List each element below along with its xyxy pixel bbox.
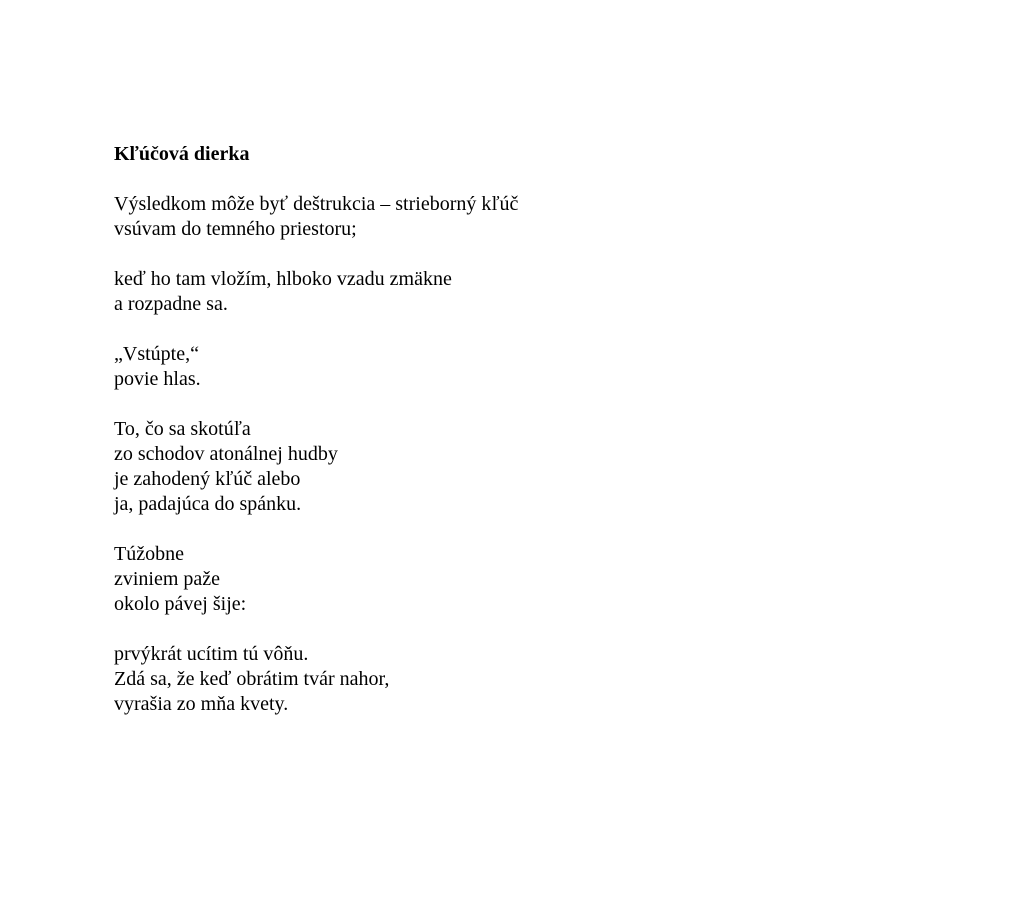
poem-line: je zahodený kľúč alebo bbox=[114, 468, 301, 490]
poem-line: vyrašia zo mňa kvety. bbox=[114, 693, 289, 715]
stanza bbox=[114, 542, 974, 617]
poem-line: vsúvam do temného priestoru; bbox=[114, 218, 357, 240]
poem-line: zviniem paže bbox=[114, 568, 221, 590]
poem-line: To, čo sa skotúľa bbox=[114, 418, 251, 440]
stanza bbox=[114, 417, 974, 517]
poem-line: okolo pávej šije: bbox=[114, 593, 247, 615]
poem-line: ja, padajúca do spánku. bbox=[114, 493, 302, 515]
poem-title: Kľúčová dierka bbox=[114, 143, 250, 165]
stanza bbox=[114, 642, 974, 717]
poem-line: prvýkrát ucítim tú vôňu. bbox=[114, 643, 309, 665]
poem-line: povie hlas. bbox=[114, 368, 201, 390]
stanza bbox=[114, 192, 974, 242]
stanza bbox=[114, 342, 974, 392]
poem-line: a rozpadne sa. bbox=[114, 293, 228, 315]
poem-line: keď ho tam vložím, hlboko vzadu zmäkne bbox=[114, 268, 452, 290]
poem-line: Zdá sa, že keď obrátim tvár nahor, bbox=[114, 668, 390, 690]
poem-line: zo schodov atonálnej hudby bbox=[114, 443, 338, 465]
poem-line: Túžobne bbox=[114, 543, 184, 565]
stanza bbox=[114, 267, 974, 317]
document-page bbox=[114, 142, 974, 742]
poem-line: Výsledkom môže byť deštrukcia – strieborný kľúč bbox=[114, 193, 519, 215]
poem-line: „Vstúpte,“ bbox=[114, 343, 199, 365]
